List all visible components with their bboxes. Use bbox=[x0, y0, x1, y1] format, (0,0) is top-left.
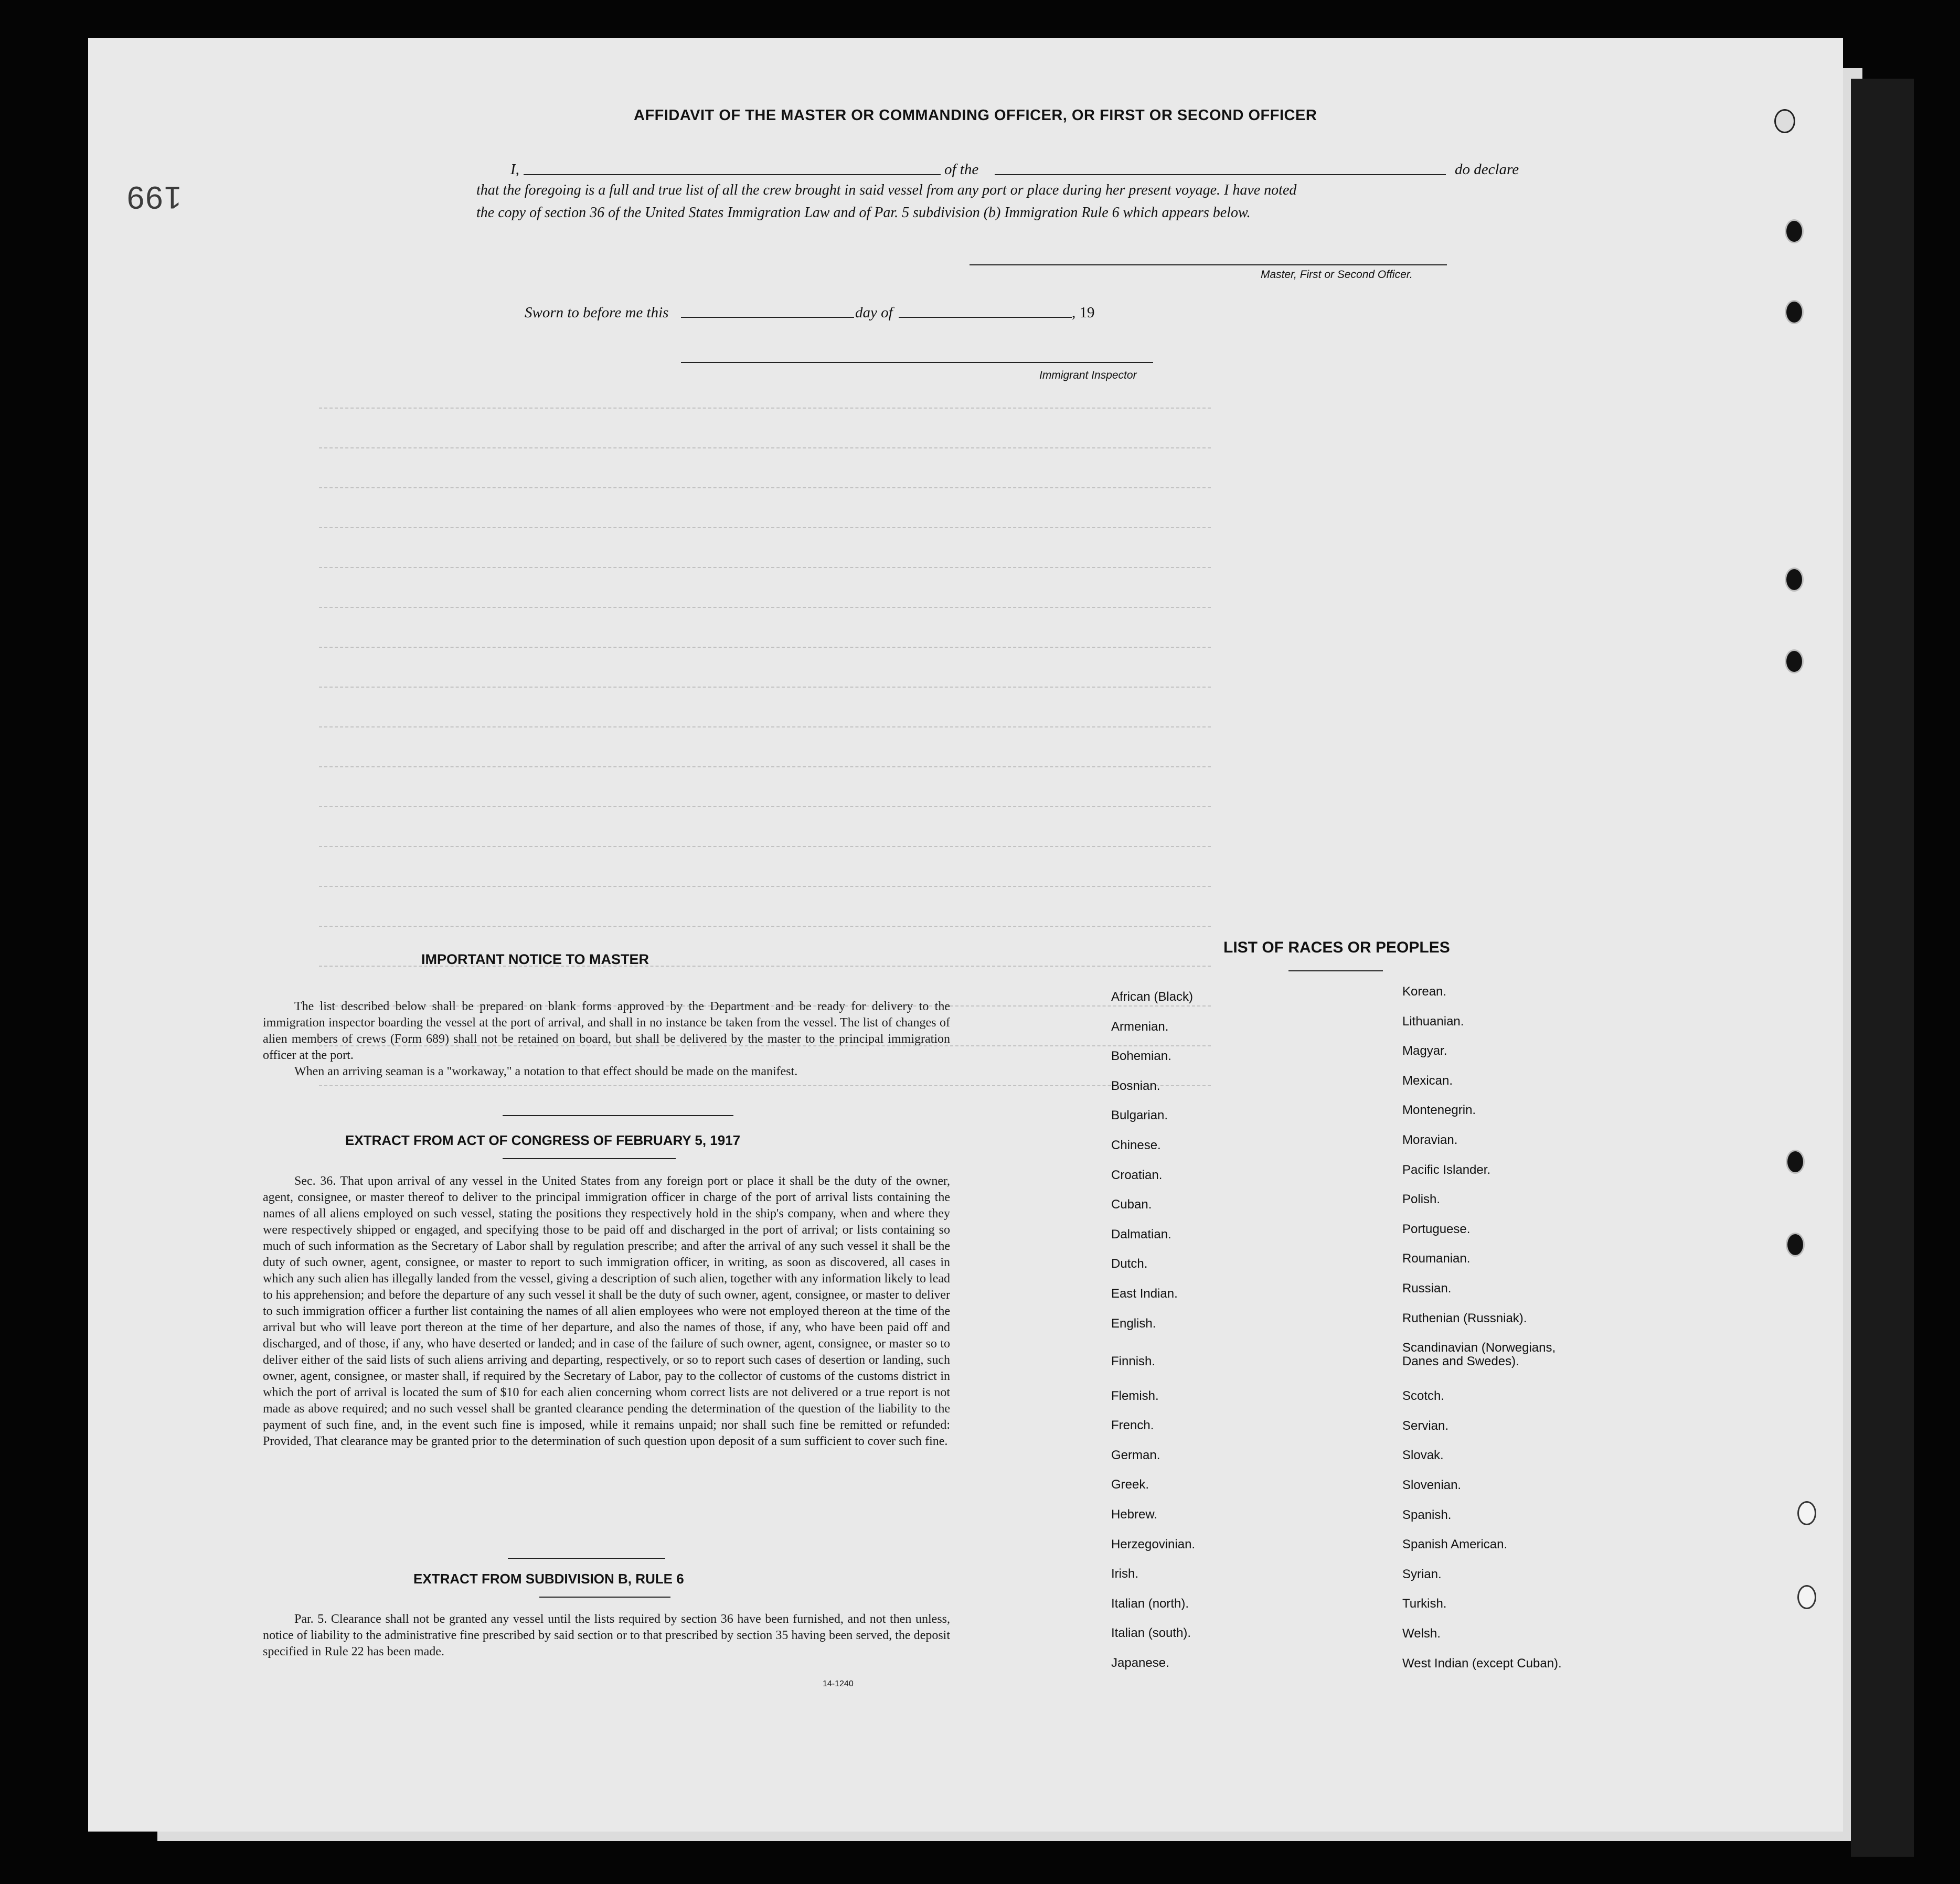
bleed-through-mark bbox=[319, 687, 1211, 688]
race-entry: Polish. bbox=[1402, 1192, 1441, 1207]
bleed-through-mark bbox=[319, 647, 1211, 648]
binder-hole bbox=[1785, 219, 1804, 243]
inspector-line bbox=[681, 362, 1153, 363]
race-entry: Bulgarian. bbox=[1111, 1108, 1168, 1123]
race-entry: Russian. bbox=[1402, 1281, 1452, 1296]
bleed-through-mark bbox=[319, 886, 1211, 887]
race-entry: Roumanian. bbox=[1402, 1251, 1471, 1266]
extract-rule-body bbox=[263, 1611, 950, 1660]
signature-caption: Master, First or Second Officer. bbox=[1261, 269, 1413, 281]
notice-title: IMPORTANT NOTICE TO MASTER bbox=[421, 951, 649, 967]
sec-36-text: Sec. 36. That upon arrival of any vessel in the United States from any foreign port or place it shall be the duty of the owner, agent, consignee, or master thereof to deliver to the principal immigration officer in charge of the port of arrival lists containing the names of all aliens employed on such vessel, stating the positions they respectively hold in the ship's company, when and where they were respectively shipped or engaged, and specifying those to be paid off and discharged in the port of arrival; or lists containing so much of such information as the Secretary of Labor shall by regulation prescribe; and after the arrival of any such vessel it shall be the duty of such owner, agent, consignee, or master to report to such immigration officer, in writing, as soon as discovered, all cases in which any such alien has illegally landed from the vessel, giving a description of such alien, together with any information likely to lead to his apprehension; and before the departure of any such vessel it shall be the duty of such owner, agent, consignee, or master to deliver to such immigration officer a further list containing the names of all alien employees who were not employed thereon at the time of the arrival but who will leave port thereon at the time of her departure, and also the names of those, if any, who have been paid off and discharged, and of those, if any, who have deserted or landed; and in case of the failure of such owner, agent, consignee, or master so to deliver either of the said lists of such aliens arriving and departing, respectively, or so to report such cases of desertion or landing, such owner, agent, consignee, or master shall, if required by the Secretary of Labor, pay to the collector of customs of the customs district in which the port of arrival is located the sum of $10 for each alien concerning whom correct lists are not delivered or a true report is not made as above required; and no such vessel shall be granted clearance pending the determination of the question of the liability to the payment of such fine, and, in the event such fine is imposed, while it remains unpaid; nor shall such fine be remitted or refunded: Provided, That clearance may be granted prior to the determination of such question upon deposit of a sum sufficient to cover such fine. bbox=[263, 1174, 950, 1448]
affidavit-line2: that the foregoing is a full and true list of all the crew brought in said vessel from any port or place during her present voyage. I have noted bbox=[476, 182, 1297, 198]
binder-hole bbox=[1786, 1150, 1805, 1174]
name-blank bbox=[524, 174, 941, 175]
race-entry: Slovak. bbox=[1402, 1448, 1444, 1463]
race-entry: Irish. bbox=[1111, 1567, 1139, 1581]
race-entry: Dalmatian. bbox=[1111, 1227, 1171, 1241]
sworn-year: , 19 bbox=[1072, 304, 1095, 321]
race-entry: German. bbox=[1111, 1448, 1160, 1462]
race-entry: Italian (north). bbox=[1111, 1596, 1189, 1611]
race-entry: Croatian. bbox=[1111, 1168, 1163, 1182]
bleed-through-mark bbox=[319, 447, 1211, 448]
bleed-through-mark bbox=[319, 806, 1211, 807]
binder-hole bbox=[1797, 1501, 1816, 1525]
race-entry: Danes and Swedes). bbox=[1402, 1354, 1519, 1369]
races-title: LIST OF RACES OR PEOPLES bbox=[1223, 939, 1450, 956]
bleed-through-mark bbox=[319, 408, 1211, 409]
affidavit-of-the: of the bbox=[944, 161, 979, 178]
race-entry: Cuban. bbox=[1111, 1197, 1152, 1212]
race-entry: Montenegrin. bbox=[1402, 1103, 1476, 1118]
race-entry: Herzegovinian. bbox=[1111, 1537, 1196, 1551]
notice-para-2: When an arriving seaman is a "workaway," a notation to that effect should be made on the manifest. bbox=[294, 1065, 798, 1078]
race-entry: Magyar. bbox=[1402, 1044, 1447, 1058]
bleed-through-mark bbox=[319, 766, 1211, 767]
race-entry: Mexican. bbox=[1402, 1073, 1453, 1088]
race-entry: Slovenian. bbox=[1402, 1478, 1462, 1492]
binder-hole bbox=[1786, 1233, 1805, 1257]
notice-body bbox=[263, 999, 950, 1080]
race-entry: Ruthenian (Russniak). bbox=[1402, 1311, 1527, 1325]
binder-hole bbox=[1785, 300, 1804, 324]
race-entry: Spanish American. bbox=[1402, 1537, 1508, 1552]
extract-act-body bbox=[263, 1173, 950, 1450]
race-entry: English. bbox=[1111, 1316, 1156, 1331]
race-entry: Hebrew. bbox=[1111, 1507, 1158, 1522]
bleed-through-mark bbox=[319, 846, 1211, 847]
race-entry: Flemish. bbox=[1111, 1388, 1159, 1403]
binder-hole bbox=[1785, 568, 1804, 592]
signature-line bbox=[970, 264, 1447, 265]
race-entry: Japanese. bbox=[1111, 1656, 1169, 1670]
race-entry: Italian (south). bbox=[1111, 1626, 1191, 1641]
extract-rule-divider bbox=[508, 1558, 665, 1559]
page-edge-shadow bbox=[1851, 79, 1914, 1857]
race-entry: East Indian. bbox=[1111, 1287, 1178, 1301]
affidavit-line3: the copy of section 36 of the United States Immigration Law and of Par. 5 subdivision (b) Immigration Rule 6 which appears below. bbox=[476, 205, 1251, 221]
race-entry: Chinese. bbox=[1111, 1138, 1161, 1152]
affidavit-declare: do declare bbox=[1455, 161, 1519, 178]
race-entry: Portuguese. bbox=[1402, 1222, 1471, 1236]
race-entry: French. bbox=[1111, 1418, 1154, 1433]
bleed-through-mark bbox=[319, 527, 1211, 528]
binder-hole bbox=[1785, 649, 1804, 673]
race-entry: Scandinavian (Norwegians, bbox=[1402, 1341, 1556, 1355]
bleed-through-mark bbox=[319, 726, 1211, 727]
race-entry: Korean. bbox=[1402, 984, 1447, 999]
race-entry: West Indian (except Cuban). bbox=[1402, 1656, 1562, 1671]
race-entry: Bosnian. bbox=[1111, 1078, 1160, 1093]
binder-hole bbox=[1774, 109, 1795, 133]
notice-divider bbox=[503, 1115, 733, 1116]
race-entry: Welsh. bbox=[1402, 1626, 1441, 1641]
sworn-day-blank bbox=[681, 317, 854, 318]
sworn-month-blank bbox=[899, 317, 1072, 318]
race-entry: Syrian. bbox=[1402, 1567, 1442, 1581]
race-entry: Scotch. bbox=[1402, 1389, 1445, 1404]
sworn-prefix: Sworn to before me this bbox=[525, 304, 669, 321]
par-5-text: Par. 5. Clearance shall not be granted any vessel until the lists required by section 36 have been furnished, and not then unless, notice of liability to the administrative fine prescribed by said section or to that prescribed by section 35 having been served, the deposit specified in Rule 22 has been made. bbox=[263, 1612, 950, 1658]
notice-para-1: The list described below shall be prepared on blank forms approved by the Department and be ready for delivery to the immigration inspector boarding the vessel at the port of arrival, and shall in no instance be taken from the vessel. The list of changes of alien members of crews (Form 689) shall not be retained on board, but shall be delivered by the master to the principal immigration officer at the port. bbox=[263, 1000, 950, 1062]
bleed-through-mark bbox=[319, 567, 1211, 568]
race-entry: Lithuanian. bbox=[1402, 1014, 1464, 1029]
extract-act-title: EXTRACT FROM ACT OF CONGRESS OF FEBRUARY 5, 1917 bbox=[345, 1132, 741, 1148]
binder-hole bbox=[1797, 1585, 1816, 1609]
extract-rule-title: EXTRACT FROM SUBDIVISION B, RULE 6 bbox=[413, 1571, 684, 1587]
races-title-divider bbox=[1288, 970, 1383, 971]
race-entry: Spanish. bbox=[1402, 1507, 1452, 1522]
race-entry: Dutch. bbox=[1111, 1257, 1148, 1271]
affidavit-i: I, bbox=[510, 161, 519, 178]
inspector-caption: Immigrant Inspector bbox=[1039, 369, 1137, 381]
manifest-page bbox=[88, 38, 1843, 1832]
form-code: 14-1240 bbox=[823, 1679, 854, 1688]
affidavit-title: AFFIDAVIT OF THE MASTER OR COMMANDING OFFICER, OR FIRST OR SECOND OFFICER bbox=[634, 107, 1317, 124]
stamp-number: 199 bbox=[126, 180, 182, 215]
race-entry: Greek. bbox=[1111, 1478, 1149, 1492]
extract-rule-divider-2 bbox=[539, 1597, 670, 1598]
bleed-through-mark bbox=[319, 1085, 1211, 1086]
race-entry: Armenian. bbox=[1111, 1019, 1169, 1034]
race-entry: African (Black) bbox=[1111, 990, 1194, 1004]
race-entry: Pacific Islander. bbox=[1402, 1162, 1491, 1177]
bleed-through-mark bbox=[319, 487, 1211, 488]
bleed-through-mark bbox=[319, 607, 1211, 608]
race-entry: Turkish. bbox=[1402, 1597, 1447, 1611]
race-entry: Servian. bbox=[1402, 1418, 1449, 1433]
race-entry: Bohemian. bbox=[1111, 1049, 1171, 1064]
extract-act-divider bbox=[503, 1158, 676, 1159]
race-entry: Moravian. bbox=[1402, 1133, 1458, 1147]
bleed-through-mark bbox=[319, 926, 1211, 927]
sworn-day-of: day of bbox=[855, 304, 893, 321]
vessel-blank bbox=[995, 174, 1446, 175]
race-entry: Finnish. bbox=[1111, 1354, 1156, 1368]
